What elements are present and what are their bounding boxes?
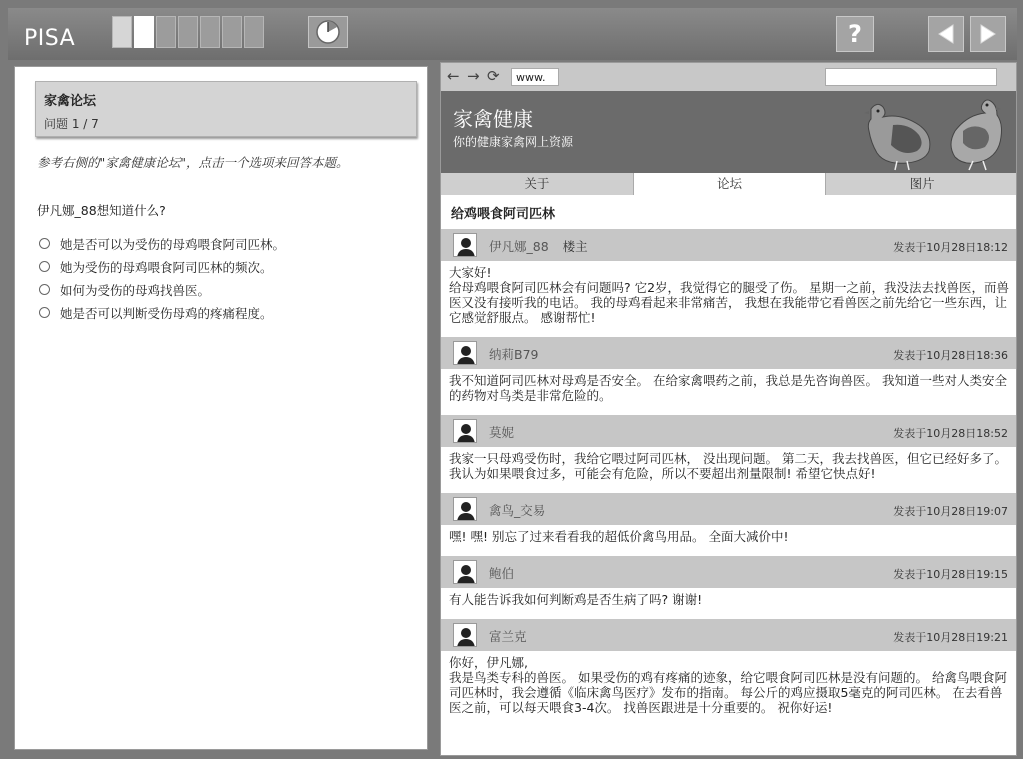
- site-subtitle: 你的健康家禽网上资源: [453, 135, 574, 149]
- post-header: [441, 415, 1017, 447]
- post-time: 发表于10月28日19:07: [893, 505, 1008, 518]
- thread-title: 给鸡喂食阿司匹林: [451, 207, 556, 222]
- forum-post: [441, 493, 1017, 550]
- post-author: [489, 237, 588, 255]
- search-field[interactable]: [825, 68, 997, 86]
- author-role: 楼主: [562, 239, 588, 254]
- post-header: [441, 337, 1017, 369]
- avatar-icon: [453, 233, 477, 257]
- author-name: 纳莉B79: [489, 347, 539, 362]
- option-label: 如何为受伤的母鸡找兽医。: [60, 282, 211, 298]
- tab-forum[interactable]: 论坛: [633, 173, 827, 195]
- forum-post: [441, 229, 1017, 331]
- answer-option[interactable]: [39, 301, 285, 324]
- post-time: 发表于10月28日18:12: [893, 241, 1008, 254]
- post-header: [441, 556, 1017, 588]
- forward-icon[interactable]: →: [467, 67, 480, 85]
- reload-icon[interactable]: ⟳: [487, 67, 500, 85]
- site-header: [441, 91, 1017, 173]
- radio-button[interactable]: [39, 307, 50, 318]
- post-time: 发表于10月28日18:36: [893, 349, 1008, 362]
- progress-segment: [156, 16, 176, 48]
- tab-pictures[interactable]: 图片: [909, 176, 935, 191]
- url-field[interactable]: www.: [511, 68, 559, 86]
- answer-option[interactable]: [39, 278, 285, 301]
- post-body: 有人能告诉我如何判断鸡是否生病了吗? 谢谢!: [449, 592, 703, 607]
- post-header: [441, 619, 1017, 651]
- brand-logo: PISA: [24, 26, 76, 51]
- post-time: 发表于10月28日19:21: [893, 631, 1008, 644]
- answer-options: [39, 232, 285, 324]
- timer-button[interactable]: [308, 16, 348, 48]
- avatar-icon: [453, 497, 477, 521]
- instruction-text: 参考右侧的"家禽健康论坛"，点击一个选项来回答本题。: [37, 155, 349, 170]
- browser-panel: [440, 62, 1017, 756]
- option-label: 她是否可以为受伤的母鸡喂食阿司匹林。: [60, 236, 286, 252]
- progress-segment: [134, 16, 154, 48]
- site-title: 家禽健康: [453, 107, 533, 131]
- post-header: [441, 493, 1017, 525]
- top-bar: [8, 8, 1017, 60]
- unit-title: 家禽论坛: [44, 94, 97, 109]
- radio-button[interactable]: [39, 284, 50, 295]
- forum-post: [441, 415, 1017, 487]
- help-button[interactable]: [836, 16, 874, 52]
- site-tabs: [441, 173, 1017, 195]
- help-icon: ?: [848, 20, 862, 48]
- arrow-left-icon: [934, 22, 958, 46]
- question-text: 伊凡娜_88想知道什么?: [37, 203, 166, 218]
- tab-about[interactable]: 关于: [524, 176, 550, 191]
- post-header: [441, 229, 1017, 261]
- author-name: 鲍伯: [489, 566, 515, 581]
- browser-toolbar: [441, 63, 1017, 91]
- post-body: 嘿! 嘿! 别忘了过来看看我的超低价禽鸟用品。 全面大减价中!: [449, 529, 789, 544]
- progress-segment: [222, 16, 242, 48]
- post-body: 我家一只母鸡受伤时，我给它喂过阿司匹林， 没出现问题。 第二天，我去找兽医，但它已经好多了。 我认为如果喂食过多，可能会有危险，所以不要超出剂量限制! 希望它快点好!: [449, 451, 1007, 481]
- post-body: 你好，伊凡娜, 我是鸟类专科的兽医。 如果受伤的鸡有疼痛的迹象，给它喂食阿司匹林是没有问题的。 给禽鸟喂食阿司匹林时，我会遵循《临床禽鸟医疗》发布的指南。 每公斤的鸡应摄取5毫克的阿司匹林。 在去看兽医之前，可以每天喂食3-4次。 找兽医跟进是十分重要的。 祝你好运!: [449, 655, 1007, 715]
- option-label: 她为受伤的母鸡喂食阿司匹林的频次。: [60, 259, 273, 275]
- author-name: 禽鸟_交易: [489, 503, 546, 518]
- avatar-icon: [453, 419, 477, 443]
- progress-segment: [178, 16, 198, 48]
- author-name: 伊凡娜_88: [489, 239, 549, 254]
- avatar-icon: [453, 623, 477, 647]
- forum-post: [441, 556, 1017, 613]
- timer-icon: [315, 19, 341, 45]
- progress-bar: [112, 16, 264, 48]
- arrow-right-icon: [976, 22, 1000, 46]
- post-author: [489, 627, 541, 645]
- progress-segment: [244, 16, 264, 48]
- progress-segment: [200, 16, 220, 48]
- hens-illustration-icon: [853, 91, 1013, 173]
- forum-posts: [441, 229, 1017, 727]
- author-name: 富兰克: [489, 629, 527, 644]
- question-header: [35, 81, 417, 137]
- post-body: 我不知道阿司匹林对母鸡是否安全。 在给家禽喂药之前，我总是先咨询兽医。 我知道一些对人类安全的药物对鸟类是非常危险的。: [449, 373, 1007, 403]
- post-author: [489, 345, 552, 363]
- prev-button[interactable]: [928, 16, 964, 52]
- post-time: 发表于10月28日19:15: [893, 568, 1008, 581]
- question-panel: [14, 66, 428, 750]
- question-counter: 问题 1 / 7: [44, 117, 99, 131]
- post-author: [489, 501, 559, 519]
- answer-option[interactable]: [39, 255, 285, 278]
- forum-post: [441, 619, 1017, 721]
- avatar-icon: [453, 341, 477, 365]
- forum-post: [441, 337, 1017, 409]
- option-label: 她是否可以判断受伤母鸡的疼痛程度。: [60, 305, 273, 321]
- answer-option[interactable]: [39, 232, 285, 255]
- author-name: 莫妮: [489, 425, 515, 440]
- radio-button[interactable]: [39, 238, 50, 249]
- post-time: 发表于10月28日18:52: [893, 427, 1008, 440]
- avatar-icon: [453, 560, 477, 584]
- next-button[interactable]: [970, 16, 1006, 52]
- post-body: 大家好! 给母鸡喂食阿司匹林会有问题吗? 它2岁，我觉得它的腿受了伤。 星期一之前，我没法去找兽医，而兽医又没有接听我的电话。 我的母鸡看起来非常痛苦， 我想在我能带它看兽医之前先给它一些东西，让它感觉舒服点。 感谢帮忙!: [449, 265, 1010, 325]
- progress-segment: [112, 16, 132, 48]
- post-author: [489, 564, 528, 582]
- post-author: [489, 423, 528, 441]
- back-icon[interactable]: ←: [447, 67, 460, 85]
- radio-button[interactable]: [39, 261, 50, 272]
